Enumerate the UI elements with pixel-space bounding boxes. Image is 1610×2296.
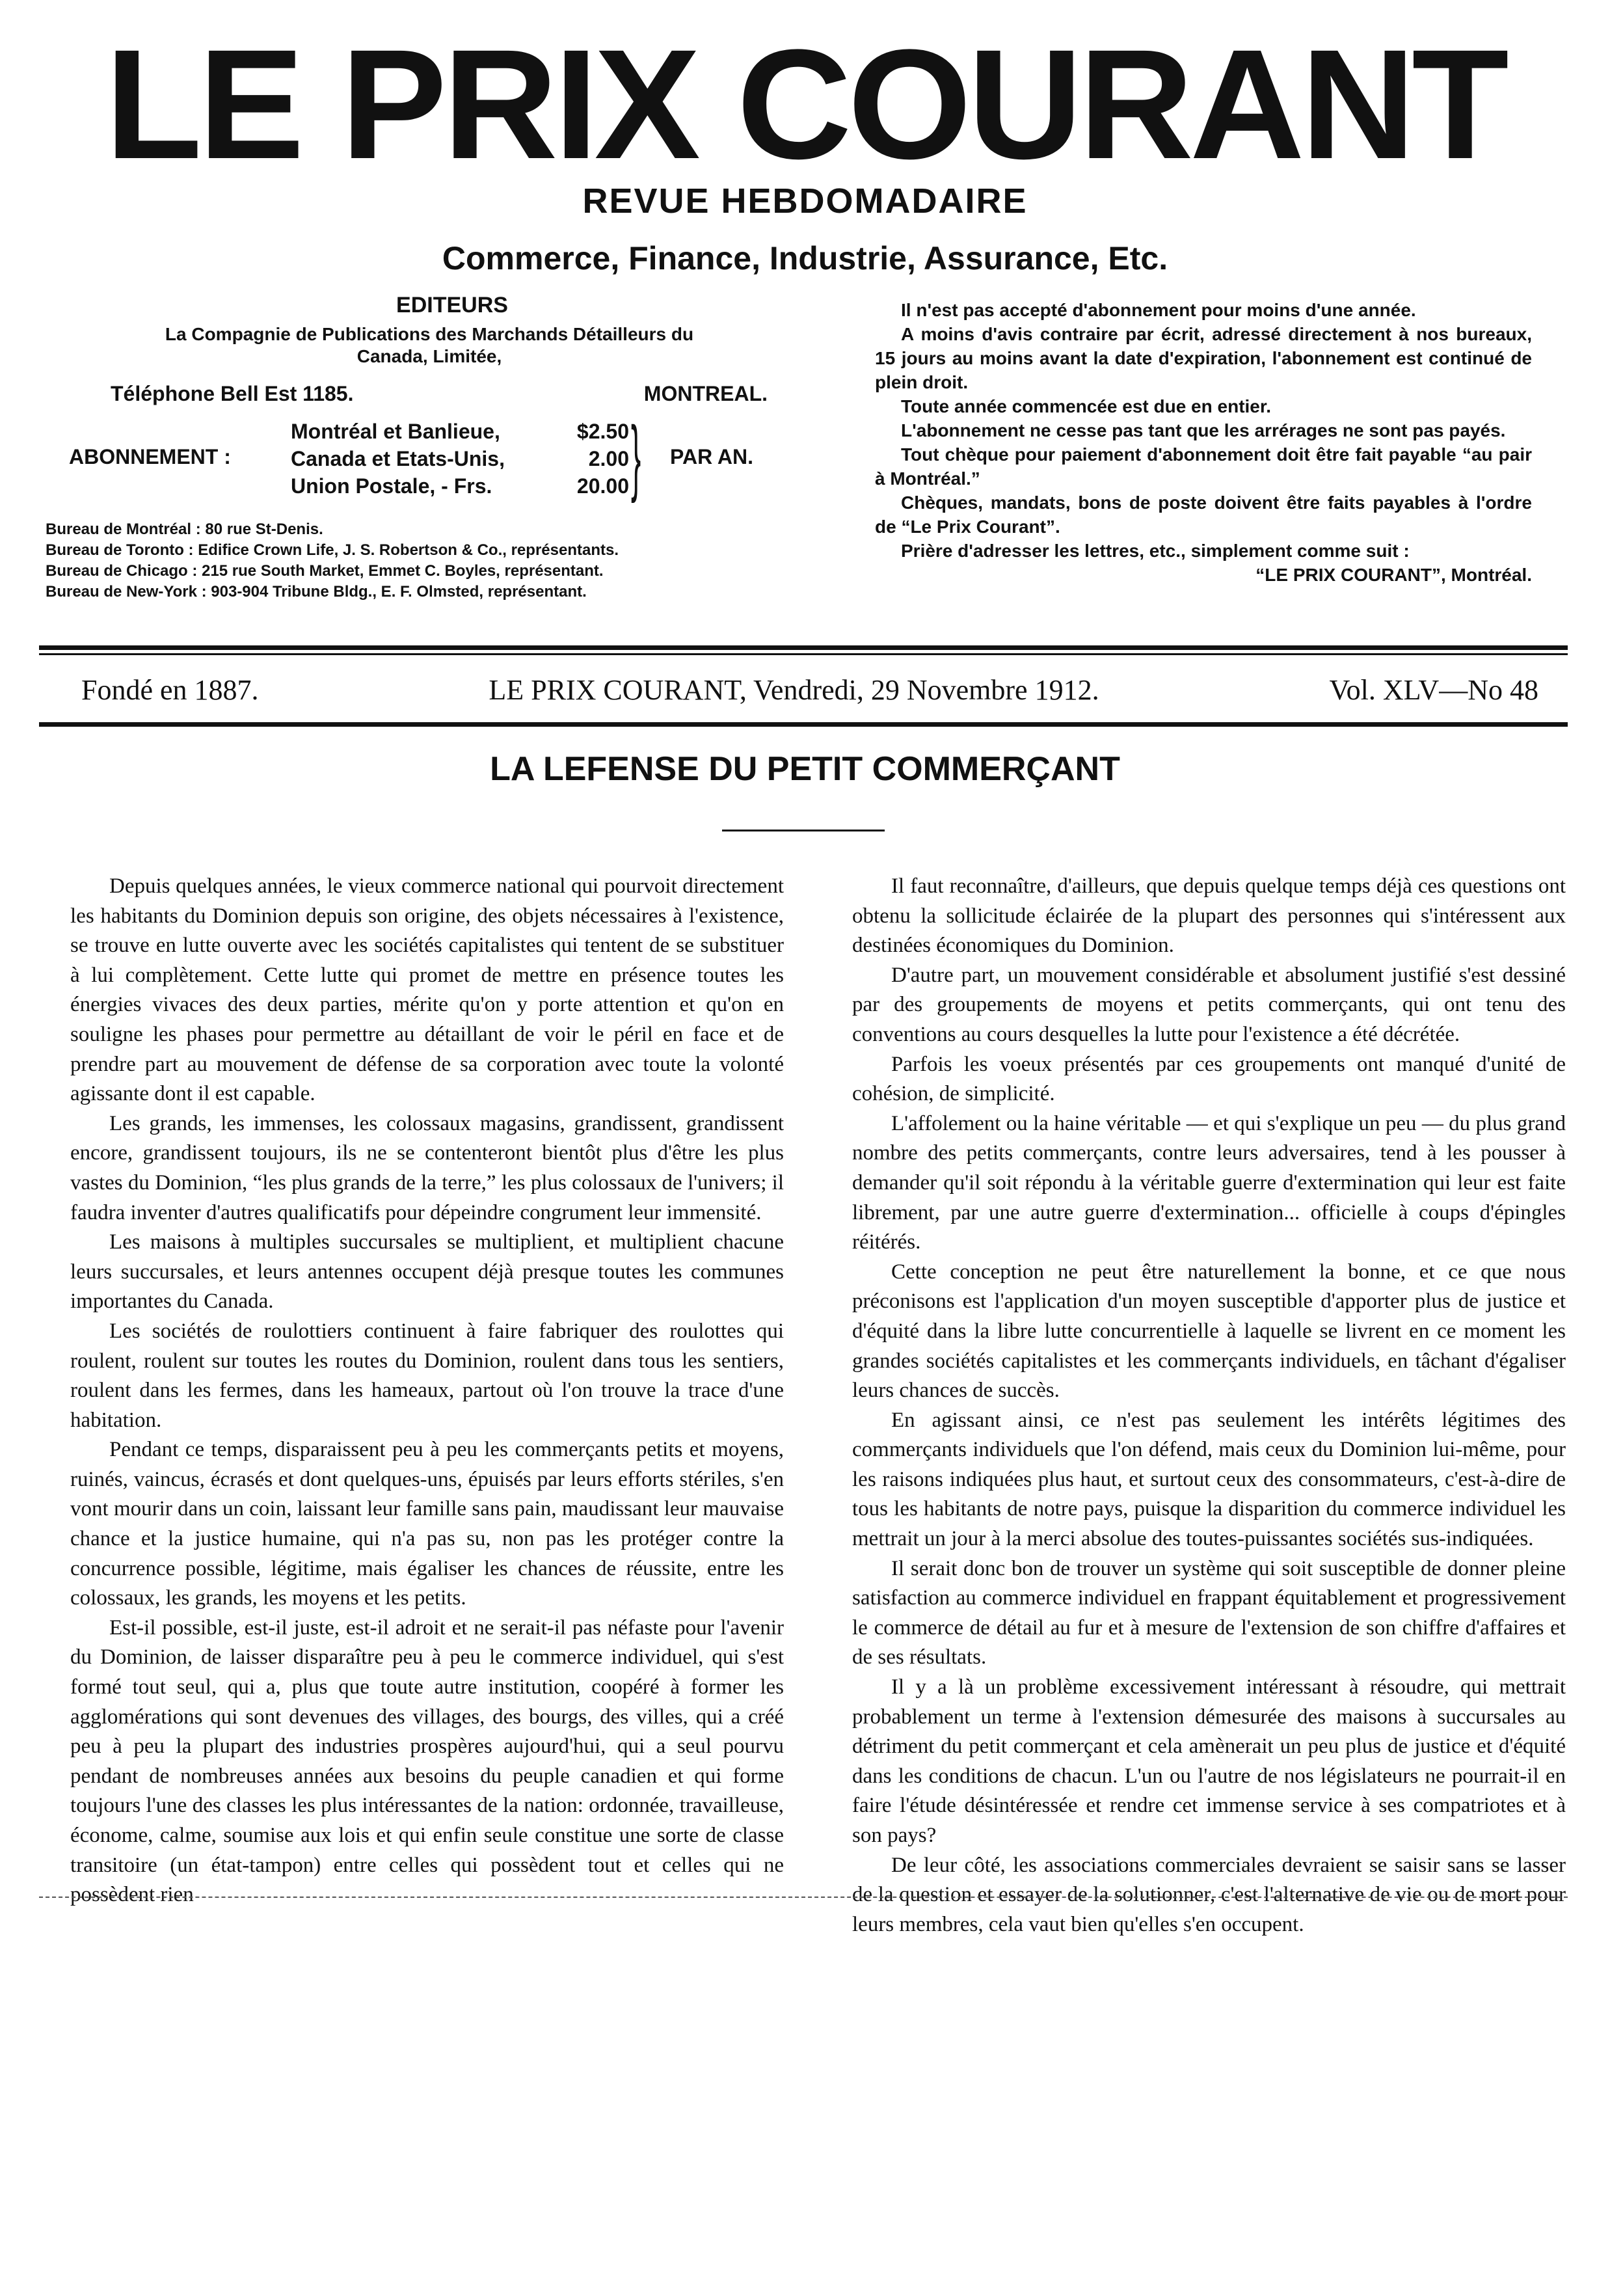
rate-row: [291, 418, 629, 445]
telephone: Téléphone Bell Est 1185.: [111, 382, 354, 405]
paragraph: Parfois les voeux présentés par ces groupements ont manqué d'unité de cohésion, de simplicité.: [852, 1052, 1566, 1106]
bureau-montreal: Bureau de Montréal : 80 rue St-Denis.: [46, 520, 323, 538]
condition: Toute année commencée est due en entier.: [901, 396, 1271, 416]
masthead-subtitle: REVUE HEBDOMADAIRE: [582, 182, 1028, 221]
editeurs-company-line2: Canada, Limitée,: [356, 346, 502, 366]
rate-row: [291, 472, 629, 500]
rate-price: $2.50: [576, 420, 629, 443]
address-signature: “LE PRIX COURANT”, Montréal.: [1255, 565, 1532, 585]
issue-date: LE PRIX COURANT, Vendredi, 29 Novembre 1912.: [489, 674, 1099, 706]
subscription-conditions: [875, 298, 1532, 587]
title-underline: [722, 830, 885, 831]
rate-region: Union Postale, - Frs.: [291, 474, 492, 498]
paragraph: Les grands, les immenses, les colossaux magasins, grandissent, grandissent encore, grandissent toujours, ils ne se contenteront bientôt plus d'être les plus vastes du Dominion, “les plus grands de la terre,” les plus colossaux de l'univers; il faudra inventer d'autres qualificatifs pour dépeindre congrument leur immensité.: [70, 1111, 784, 1224]
condition: A moins d'avis contraire par écrit, adressé directement à nos bureaux, 15 jours au moins avant la date d'expiration, l'abonnement est continué de plein droit.: [875, 324, 1532, 392]
condition: Il n'est pas accepté d'abonnement pour moins d'une année.: [901, 300, 1416, 320]
bureau-new-york: Bureau de New-York : 903-904 Tribune Bldg., E. F. Olmsted, représentant.: [46, 583, 587, 601]
paragraph: Depuis quelques années, le vieux commerce national qui pourvoit directement les habitants du Dominion depuis son origine, des objets nécessaires à l'existence, se trouve en lutte ouverte avec les sociétés capitalistes qui tentent de se substituer à lui complètement. Cette lutte qui promet de mettre en présence toutes les énergies vivaces des deux parties, mérite qu'on y porte attention et qu'on en souligne les phases pour permettre au détaillant de voir le péril en face et de prendre part au mouvement de défense de sa corporation avec toute la volonté agissante dont il est capable.: [70, 874, 784, 1106]
editeurs-company-line1: La Compagnie de Publications des Marchands Détailleurs du: [165, 324, 694, 344]
founded: Fondé en 1887.: [81, 674, 259, 706]
telephone-row: [46, 382, 794, 406]
paragraph: Cette conception ne peut être naturellement la bonne, et ce que nous préconisons est l'application d'un moyen susceptible d'apporter plus de justice et d'équité dans la libre lutte concurrentielle à laquelle se livrent en ce moment les grandes sociétés capitalistes et les commerçants individuels, en tâchant d'égaliser leurs chances de succès.: [852, 1260, 1566, 1403]
volume: Vol. XLV—No 48: [1329, 674, 1538, 706]
city: MONTREAL.: [643, 382, 768, 405]
paragraph: Pendant ce temps, disparaissent peu à peu les commerçants petits et moyens, ruinés, vaincus, écrasés et dont quelques-uns, épuisés par leurs efforts stériles, s'en vont mourir dans un coin, laissant leur famille sans pain, maudissant leur mauvaise chance et la justice humaine, qui n'a pas su, non pas les protéger contre la concurrence possible, légitime, mais égaliser les chances de réussite, entre les colossaux, les grands, les moyens et les petits.: [70, 1438, 784, 1610]
brace-icon: }: [631, 409, 641, 504]
masthead-tagline: Commerce, Finance, Industrie, Assurance, Etc.: [442, 240, 1168, 277]
condition: Chèques, mandats, bons de poste doivent être faits payables à l'ordre de “Le Prix Courant”.: [875, 493, 1532, 537]
paragraph: Les sociétés de roulottiers continuent à faire fabriquer des roulottes qui roulent, roulent sur toutes les routes du Dominion, roulent dans tous les sentiers, roulent dans les fermes, dans les hameaux, partout où l'on trouve la trace d'une habitation.: [70, 1319, 784, 1432]
dateline-divider: [39, 722, 1568, 727]
bureau-toronto: Bureau de Toronto : Edifice Crown Life, J. S. Robertson & Co., représentants.: [46, 541, 619, 559]
paragraph: Les maisons à multiples succursales se multiplient, et multiplient chacune leurs succursales, et leurs antennes occupent déjà presque toutes les communes importantes du Canada.: [70, 1230, 784, 1314]
paragraph: Il serait donc bon de trouver un système qui soit susceptible de donner pleine satisfaction au commerce individuel en frappant équitablement et progressivement le commerce de détail au fur et à mesure de l'extension de son chiffre d'affaires et de ses résultats.: [852, 1556, 1566, 1669]
publisher-info: [46, 293, 794, 602]
editeurs-company: [65, 323, 794, 368]
subscription-rates: [46, 409, 794, 504]
rate-price: 2.00: [588, 447, 629, 470]
condition: Tout chèque pour paiement d'abonnement doit être fait payable “au pair à Montréal.”: [875, 444, 1532, 489]
paragraph: Il y a là un problème excessivement intéressant à résoudre, qui mettrait probablement un terme à l'extension démesurée des maisons à succursales au détriment du petit commerçant et cela amènerait un peu plus de justice et d'équité dans les conditions de chacun. L'un ou l'autre de nos législateurs ne pourrait-il en faire l'étude désintéressée et rendre cet immense service à ses compatriotes et à son pays?: [852, 1675, 1566, 1847]
paragraph: De leur côté, les associations commerciales devraient se saisir sans se lasser de la question et essayer de la solutionner, c'est l'alternative de vie ou de mort pour leurs membres, cela vaut bien qu'elles s'en occupent.: [852, 1853, 1566, 1936]
paragraph: L'affolement ou la haine véritable — et qui s'explique un peu — du plus grand nombre des petits commerçants, contre leurs adversaires, tend à les pousser à demander qu'il soit répondu à la véritable guerre d'extermination qui leur est faite librement, par une autre guerre d'extermination... officielle à coups d'épingles réitérés.: [852, 1111, 1566, 1254]
article-column-left: [70, 872, 784, 1910]
condition: L'abonnement ne cesse pas tant que les arrérages ne sont pas payés.: [901, 420, 1506, 440]
subscription-label: ABONNEMENT :: [69, 445, 231, 468]
header-divider-thin: [39, 653, 1568, 655]
bureau-list: [46, 519, 794, 602]
paragraph: D'autre part, un mouvement considérable et absolument justifié s'est dessiné par des groupements de moyens et petits commerçants, qui ont tenu des conventions au cours desquelles la lutte pour l'existence a été décrétée.: [852, 963, 1566, 1046]
scan-fold-line: [39, 1897, 1568, 1899]
rate-list: [291, 418, 681, 500]
article-column-right: [852, 872, 1566, 1939]
dateline: [81, 673, 1538, 707]
rate-row: [291, 445, 629, 472]
bureau-chicago: Bureau de Chicago : 215 rue South Market, Emmet C. Boyles, représentant.: [46, 562, 604, 580]
paragraph: Est-il possible, est-il juste, est-il adroit et ne serait-il pas néfaste pour l'avenir du Dominion, de laisser disparaître peu à peu le commerce individuel, qui s'est formé tout seul, qui a, plus que toute autre institution, coopéré à former les agglomérations qui sont devenues des villages, des bourgs, des villes, qui a créé peu à peu la plupart des industries prospères aujourd'hui, qui a seul pourvu pendant de nombreuses années aux besoins du peuple canadien et qui forme toujours l'une des classes les plus intéressantes de la nation: ordonnée, travailleuse, économe, calme, soumise aux lois et qui enfin seule constitue une sorte de classe transitoire (un état-tampon) entre celles qui possèdent tout et celles qui ne possèdent rien: [70, 1615, 784, 1907]
paragraph: En agissant ainsi, ce n'est pas seulement les intérêts légitimes des commerçants individuels que l'on défend, mais ceux du Dominion lui-même, pour les raisons indiquées plus haut, et surtout ceux des consommateurs, c'est-à-dire de tous les habitants de notre pays, puisque la disparition du commerce individuel les mettrait un jour à la merci absolue des toutes-puissantes sociétés sus-indiquées.: [852, 1408, 1566, 1551]
editeurs-heading: EDITEURS: [396, 293, 508, 317]
rate-region: Montréal et Banlieue,: [291, 420, 500, 443]
header-divider: [39, 645, 1568, 650]
paragraph: Il faut reconnaître, d'ailleurs, que depuis quelque temps déjà ces questions ont obtenu la sollicitude éclairée de la plupart des personnes qui s'intéressent aux destinées économiques du Dominion.: [852, 874, 1566, 958]
rate-region: Canada et Etats-Unis,: [291, 447, 505, 470]
subscription-period: PAR AN.: [670, 445, 753, 468]
condition: Prière d'adresser les lettres, etc., simplement comme suit :: [901, 541, 1410, 561]
article-title: LA LEFENSE DU PETIT COMMERÇANT: [490, 750, 1120, 788]
rate-price: 20.00: [576, 474, 629, 498]
masthead-title: LE PRIX COURANT: [105, 17, 1505, 191]
